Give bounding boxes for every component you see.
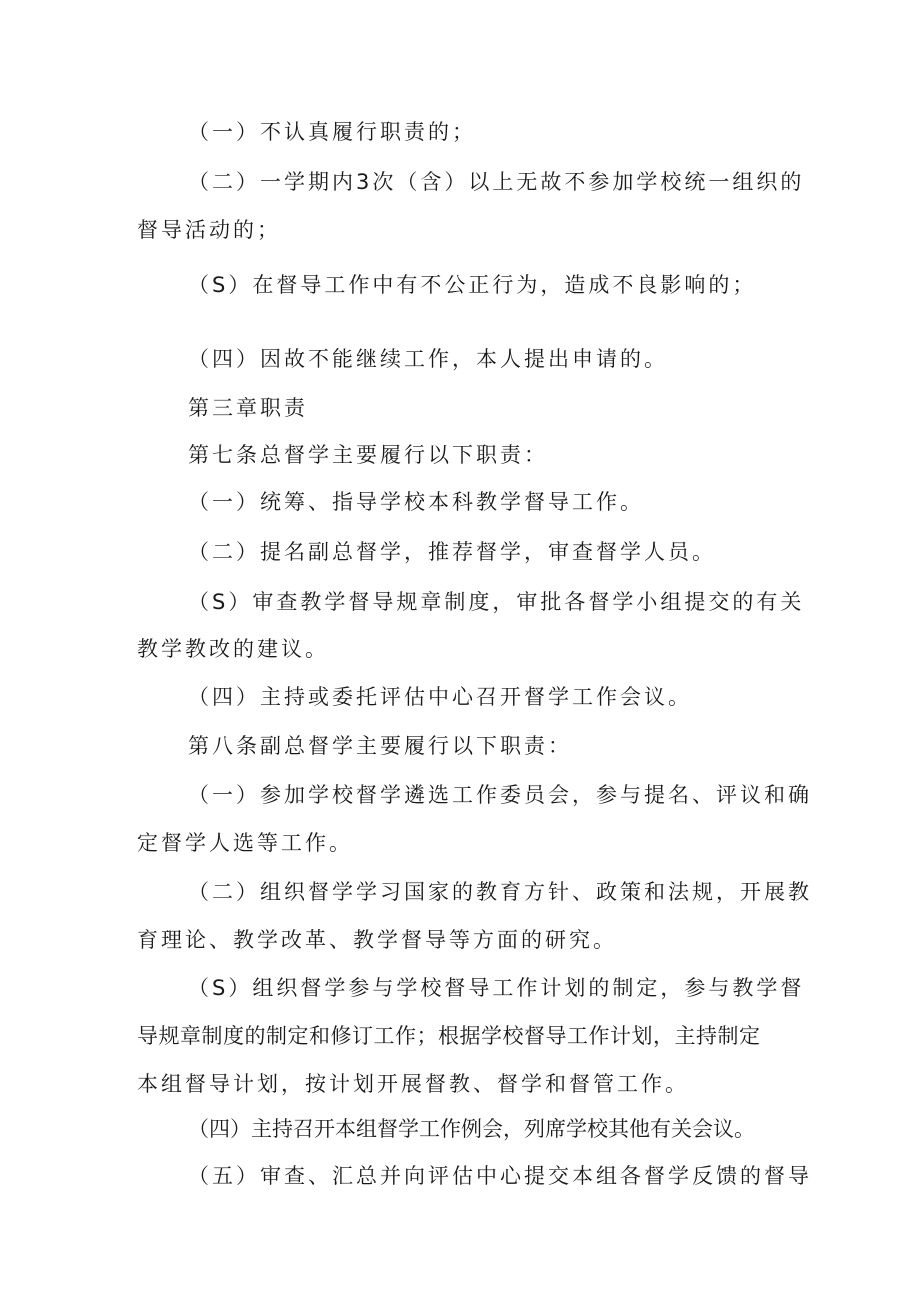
- text-line-4: （S）在督导工作中有不公正行为，造成不良影响的；: [188, 273, 757, 297]
- text-line-20: 本组督导计划，按计划开展督教、督学和督管工作。: [137, 1072, 689, 1096]
- text-line-15: 定督学人选等工作。: [137, 831, 353, 855]
- text-line-11: 教学教改的建议。: [137, 637, 329, 661]
- chapter-heading: 第三章职责: [188, 396, 308, 420]
- text-line-21: （四）主持召开本组督学工作例会，列席学校其他有关会议。: [188, 1117, 755, 1141]
- text-line-2: （二）一学期内3次（含）以上无故不参加学校统一组织的: [188, 170, 805, 194]
- text-line-9: （二）提名副总督学，推荐督学，审查督学人员。: [188, 540, 716, 564]
- article-7-heading: 第七条总督学主要履行以下职责：: [188, 443, 548, 467]
- text-line-5: （四）因故不能继续工作，本人提出申请的。: [188, 347, 668, 371]
- article-8-heading: 第八条副总督学主要履行以下职责：: [188, 734, 572, 758]
- text-line-12: （四）主持或委托评估中心召开督学工作会议。: [188, 685, 692, 709]
- text-line-16: （二）组织督学学习国家的教育方针、政策和法规，开展教: [188, 880, 812, 904]
- text-line-17: 育理论、教学改革、教学督导等方面的研究。: [137, 928, 617, 952]
- text-line-19: 导规章制度的制定和修订工作；根据学校督导工作计划，主持制定: [137, 1024, 761, 1048]
- text-line-10: （S）审查教学督导规章制度，审批各督学小组提交的有关: [188, 590, 805, 614]
- text-line-14: （一）参加学校督学遴选工作委员会，参与提名、评议和确: [188, 783, 812, 807]
- text-line-22: （五）审查、汇总并向评估中心提交本组各督学反馈的督导: [188, 1164, 812, 1188]
- text-line-8: （一）统筹、指导学校本科教学督导工作。: [188, 490, 644, 514]
- text-line-3: 督导活动的；: [137, 218, 281, 242]
- text-line-1: （一）不认真履行职责的；: [188, 120, 476, 144]
- text-line-18: （S）组织督学参与学校督导工作计划的制定，参与教学督: [188, 976, 805, 1000]
